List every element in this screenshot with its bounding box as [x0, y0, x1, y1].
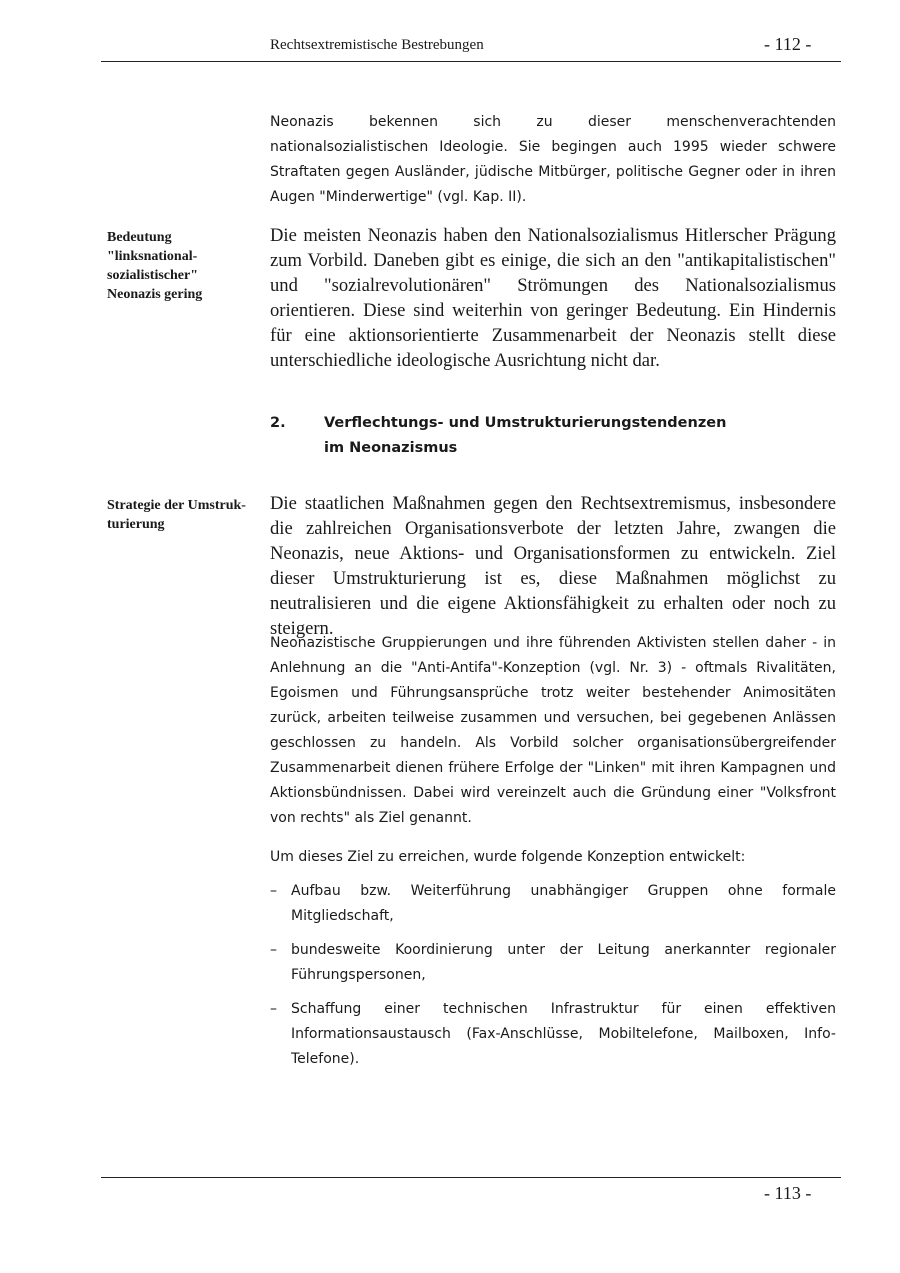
margin-note-bedeutung: Bedeutung "linksnational- sozialistischer" Neonazis gering	[107, 230, 203, 302]
footer-rule	[101, 1177, 841, 1178]
footer-page-number: - 113 -	[764, 1183, 812, 1203]
margin-note-strategie: Strategie der Umstruk- turierung	[107, 498, 246, 532]
paragraph-staatliche-massnahmen: Die staatlichen Maßnahmen gegen den Rechtsextremismus, insbesondere die zahlreichen Organisationsverbote der letzten Jahre, zwangen die Neonazis, neue Aktions- und Organisationsformen zu entwickeln. Ziel dieser Umstrukturierung ist es, diese Maßnahmen möglichst zu neutralisieren und die eigene Aktionsfähigkeit zu erhalten oder noch zu steigern.	[270, 493, 836, 639]
running-header-title: Rechtsextremistische Bestrebungen	[270, 37, 484, 53]
dash-bullet-icon: –	[270, 942, 277, 958]
header-page-number: - 112 -	[764, 34, 812, 54]
header-rule	[101, 61, 841, 62]
paragraph-nationalsozialismus: Die meisten Neonazis haben den Nationalsozialismus Hitlerscher Prägung zum Vorbild. Daneben gibt es einige, die sich an den "antikapitalistischen" und "sozialrevolutionären" Strömungen des Nationalsozialismus orientieren. Diese sind weiterhin von geringer Bedeutung. Ein Hindernis für eine aktionsorientierte Zusammenarbeit der Neonazis stellt diese unterschiedliche ideologische Ausrichtung nicht dar.	[270, 225, 836, 371]
section-heading: Verflechtungs- und Umstrukturierungstendenzen im Neonazismus	[324, 415, 727, 456]
paragraph-konzeption-intro: Um dieses Ziel zu erreichen, wurde folgende Konzeption entwickelt:	[270, 849, 746, 865]
list-item-text: Schaffung einer technischen Infrastruktur für einen effektiven Informationsaustausch (Fax-Anschlüsse, Mobiltelefone, Mailboxen, Info-Telefone).	[291, 1001, 836, 1067]
paragraph-gruppierungen: Neonazistische Gruppierungen und ihre führenden Aktivisten stellen daher - in Anlehnung an die "Anti-Antifa"-Konzeption (vgl. Nr. 3) - oftmals Rivalitäten, Egoismen und Führungsansprüche trotz weiter bestehender Animositäten zurück, arbeiten teilweise zusammen und versuchen, bei gegebenen Anlässen geschlossen zu handeln. Als Vorbild solcher organisationsübergreifender Zusammenarbeit dienen frühere Erfolge der "Linken" mit ihren Kampagnen und Aktionsbündnissen. Dabei wird vereinzelt auch die Gründung einer "Volksfront von rechts" als Ziel genannt.	[270, 635, 836, 826]
dash-bullet-icon: –	[270, 883, 277, 899]
section-number: 2.	[270, 415, 286, 431]
list-item-text: Aufbau bzw. Weiterführung unabhängiger Gruppen ohne formale Mitgliedschaft,	[291, 883, 836, 924]
list-item-text: bundesweite Koordinierung unter der Leitung anerkannter regionaler Führungspersonen,	[291, 942, 836, 983]
paragraph-neonazi-ideology: Neonazis bekennen sich zu dieser menschenverachtenden nationalsozialistischen Ideologie. Sie begingen auch 1995 wieder schwere Straftaten gegen Ausländer, jüdische Mitbürger, politische Gegner oder in ihren Augen "Minderwertige" (vgl. Kap. II).	[270, 114, 836, 205]
dash-bullet-icon: –	[270, 1001, 277, 1017]
